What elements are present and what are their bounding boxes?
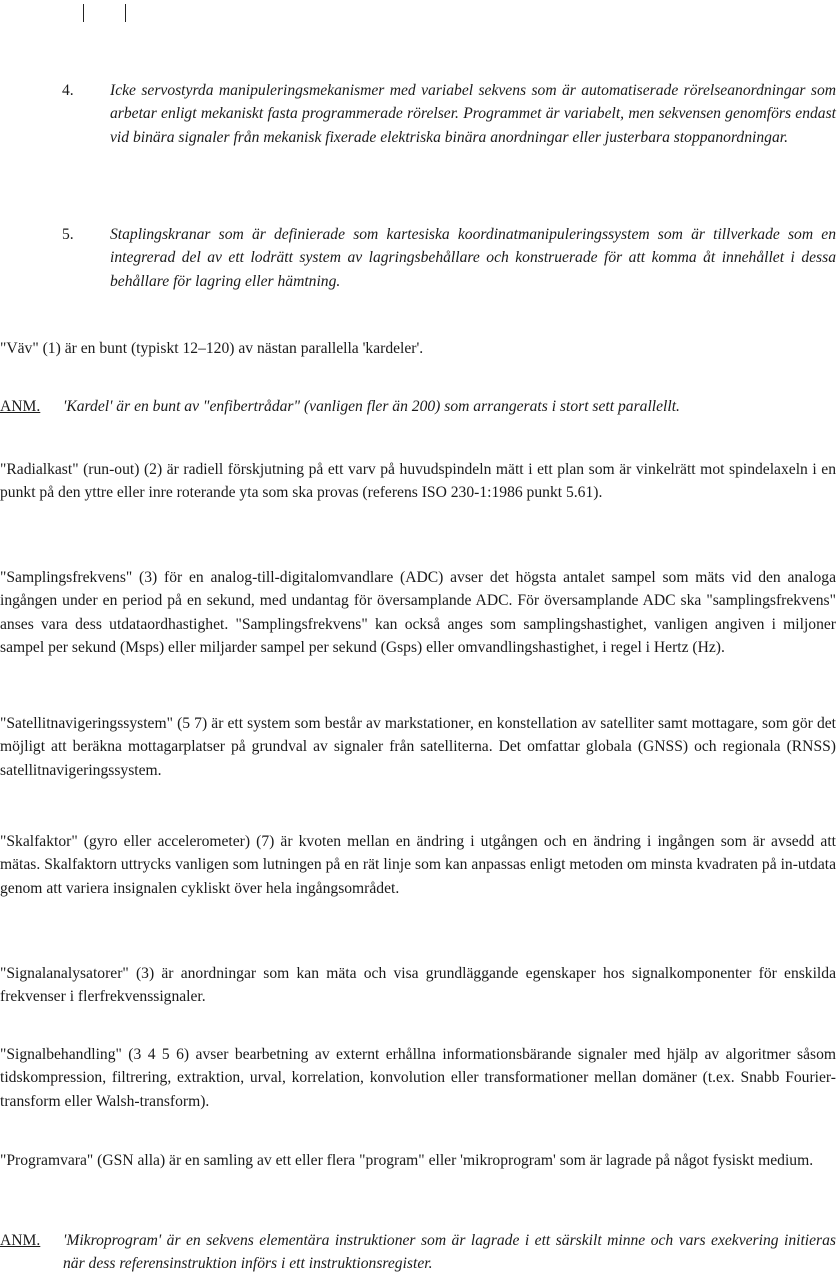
note-label: ANM. (0, 1232, 41, 1249)
header-mark-right (125, 4, 126, 22)
list-item-5 (62, 223, 836, 293)
note-text: 'Mikroprogram' är en sekvens elementära instruktioner som är lagrade i ett särskilt minne och vars exekvering initieras när dess referensinstruktion införs i ett instruktionsregister. (63, 1232, 836, 1273)
note-label: ANM. (0, 398, 41, 415)
header-mark-left (83, 4, 84, 22)
definition-samplingsfrekvens: "Samplingsfrekvens" (3) för en analog-till-digitalomvandlare (ADC) avser det högsta antalet sampel som mäts vid den analoga ingången under en period på en sekund, med undantag för översamplande ADC. För översamplande ADC ska "samplingsfrekvens" anses vara dess utdataordhastighet. "Samplingsfrekvens" kan också anges som samplingshastighet, vanligen angiven i miljoner sampel per sekund (Msps) eller miljarder sampel per sekund (Gsps) eller omvandlingshastighet, i regel i Hertz (Hz). (0, 569, 836, 656)
note-kardel (0, 395, 836, 418)
note-text: 'Kardel' är en bunt av "enfibertrådar" (vanligen fler än 200) som arrangerats i stort sett parallellt. (63, 398, 680, 415)
definition-signalbehandling: "Signalbehandling" (3 4 5 6) avser bearbetning av externt erhållna informationsbärande signaler med hjälp av algoritmer såsom tidskompression, filtrering, extraktion, urval, korrelation, konvolution eller transformationer mellan domäner (t.ex. Snabb Fourier-transform eller Walsh-transform). (0, 1046, 836, 1110)
definition-satellitnavigeringssystem: "Satellitnavigeringssystem" (5 7) är ett system som består av markstationer, en konstellation av satelliter samt mottagare, som gör det möjligt att beräkna mottagarplatser på grundval av signaler från satelliterna. Det omfattar globala (GNSS) och regionala (RNSS) satellitnavigeringssystem. (0, 715, 836, 779)
list-item-text: Icke servostyrda manipuleringsmekanismer med variabel sekvens som är automatiserade rörelseanordningar som arbetar enligt mekaniskt fasta programmerade rörelser. Programmet är variabelt, men sekvensen genomförs endast vid binära signaler från mekanisk fixerade elektriska binära anordningar eller justerbara stoppanordningar. (110, 82, 836, 146)
definition-radialkast: "Radialkast" (run-out) (2) är radiell förskjutning på ett varv på huvudspindeln mätt i ett plan som är vinkelrätt mot spindelaxeln i en punkt på den yttre eller inre roterande yta som ska provas (referens ISO 230-1:1986 punkt 5.61). (0, 461, 836, 502)
list-item-4 (62, 79, 836, 149)
definition-signalanalysatorer: "Signalanalysatorer" (3) är anordningar som kan mäta och visa grundläggande egenskaper hos signalkomponenter för enskilda frekvenser i flerfrekvenssignaler. (0, 965, 836, 1006)
definition-skalfaktor: "Skalfaktor" (gyro eller accelerometer) (7) är kvoten mellan en ändring i utgången och en ändring i ingången som är avsedd att mätas. Skalfaktorn uttrycks vanligen som lutningen på en rät linje som kan anpassas enligt metoden om minsta kvadraten på in-utdata genom att variera insignalen cykliskt över hela ingångsområdet. (0, 833, 836, 897)
definition-programvara: "Programvara" (GSN alla) är en samling av ett eller flera "program" eller 'mikroprogram' som är lagrade på något fysiskt medium. (0, 1152, 814, 1169)
note-mikroprogram (0, 1229, 836, 1276)
list-item-number: 5. (62, 226, 74, 243)
list-item-number: 4. (62, 82, 74, 99)
definition-vav: "Väv" (1) är en bunt (typiskt 12–120) av nästan parallella 'kardeler'. (0, 340, 424, 357)
list-item-text: Staplingskranar som är definierade som kartesiska koordinatmanipuleringssystem som är tillverkade som en integrerad del av ett lodrätt system av lagringsbehållare och konstruerade för att komma åt innehållet i dessa behållare för lagring eller hämtning. (110, 226, 836, 290)
